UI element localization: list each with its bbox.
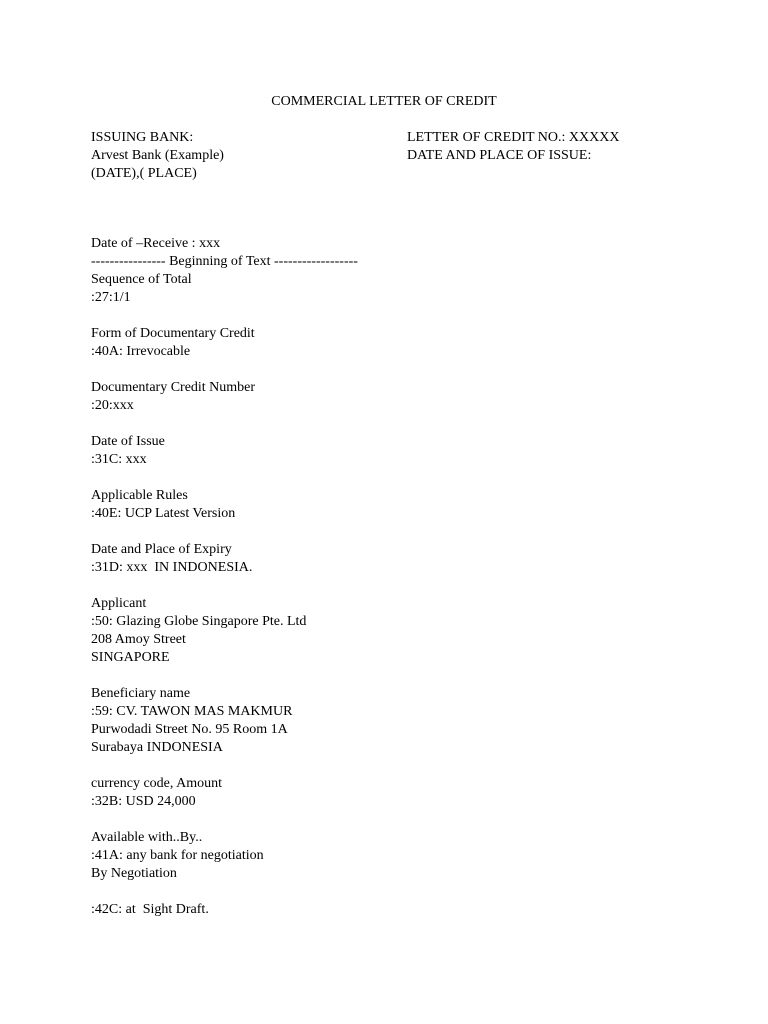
issuing-bank-block [91, 129, 224, 183]
field-label: Sequence of Total [91, 272, 192, 287]
field-applicant [91, 595, 358, 667]
document-title: COMMERCIAL LETTER OF CREDIT [271, 94, 497, 109]
field-value: :50: Glazing Globe Singapore Pte. Ltd [91, 614, 307, 629]
spacer [91, 757, 358, 775]
field-credit-number [91, 379, 358, 415]
field-available-with [91, 829, 358, 883]
field-label: Form of Documentary Credit [91, 326, 255, 341]
field-value: Purwodadi Street No. 95 Room 1A [91, 722, 288, 737]
field-applicable-rules [91, 487, 358, 523]
field-expiry [91, 541, 358, 577]
spacer [91, 523, 358, 541]
field-label: Beneficiary name [91, 686, 191, 701]
issue-date-place: (DATE),( PLACE) [91, 166, 197, 181]
credit-number-block [407, 129, 619, 165]
spacer [91, 469, 358, 487]
field-beneficiary [91, 685, 358, 757]
field-label: currency code, Amount [91, 776, 223, 791]
receive-date-line: Date of –Receive : xxx [91, 236, 221, 251]
spacer [91, 811, 358, 829]
field-value: Surabaya INDONESIA [91, 740, 223, 755]
field-value: SINGAPORE [91, 650, 170, 665]
field-value: :31C: xxx [91, 452, 147, 467]
field-value: :59: CV. TAWON MAS MAKMUR [91, 704, 293, 719]
issuing-bank-label: ISSUING BANK: [91, 130, 194, 145]
spacer [91, 361, 358, 379]
field-value: 208 Amoy Street [91, 632, 186, 647]
field-label: Date of Issue [91, 434, 165, 449]
field-value: :40E: UCP Latest Version [91, 506, 236, 521]
beginning-of-text-divider: ---------------- Beginning of Text ------------------ [91, 254, 358, 269]
field-form-of-credit [91, 325, 358, 361]
field-value: :32B: USD 24,000 [91, 794, 196, 809]
field-value: :27:1/1 [91, 290, 131, 305]
field-value: By Negotiation [91, 866, 177, 881]
credit-number-label: LETTER OF CREDIT NO.: XXXXX [407, 130, 620, 145]
field-drafts-at [91, 901, 358, 919]
issue-date-place-label: DATE AND PLACE OF ISSUE: [407, 148, 592, 163]
spacer [91, 883, 358, 901]
spacer [91, 415, 358, 433]
field-value: :20:xxx [91, 398, 134, 413]
spacer [91, 307, 358, 325]
field-sequence-of-total [91, 271, 358, 307]
field-date-of-issue [91, 433, 358, 469]
field-label: Documentary Credit Number [91, 380, 256, 395]
spacer [91, 577, 358, 595]
field-value: :41A: any bank for negotiation [91, 848, 264, 863]
field-label: Date and Place of Expiry [91, 542, 232, 557]
field-label: Applicant [91, 596, 147, 611]
field-value: :40A: Irrevocable [91, 344, 191, 359]
spacer [91, 667, 358, 685]
issuing-bank-name: Arvest Bank (Example) [91, 148, 224, 163]
field-amount [91, 775, 358, 811]
letter-body [91, 235, 358, 919]
field-value: :42C: at Sight Draft. [91, 902, 209, 917]
field-label: Applicable Rules [91, 488, 188, 503]
field-value: :31D: xxx IN INDONESIA. [91, 560, 253, 575]
field-label: Available with..By.. [91, 830, 203, 845]
